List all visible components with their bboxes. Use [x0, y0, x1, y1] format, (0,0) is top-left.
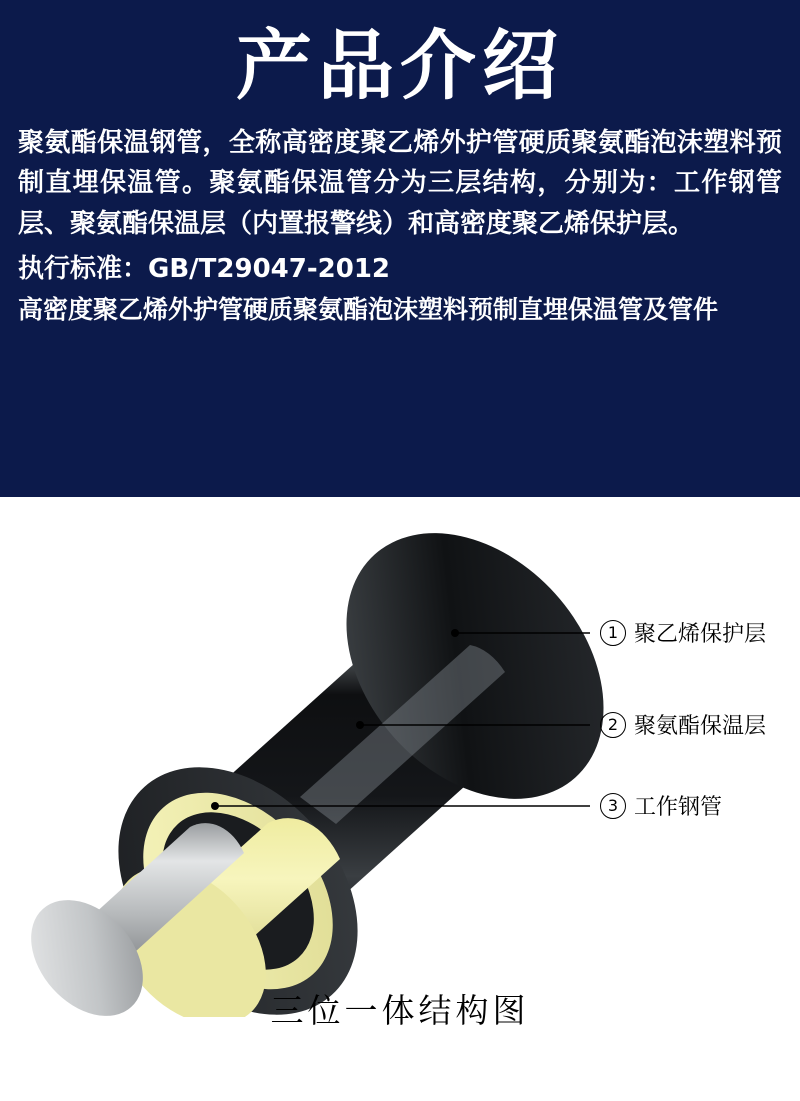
standard-description: 高密度聚乙烯外护管硬质聚氨酯泡沫塑料预制直埋保温管及管件	[18, 295, 719, 325]
callout-foam	[600, 709, 766, 740]
callout-label-2: 聚氨酯保温层	[634, 714, 767, 739]
callout-number-3: 3	[600, 793, 626, 819]
figure-caption: 三位一体结构图	[270, 991, 530, 1030]
intro-paragraph: 聚氨酯保温钢管，全称高密度聚乙烯外护管硬质聚氨酯泡沫塑料预制直埋保温管。聚氨酯保温管分为三层结构，分别为：工作钢管层、聚氨酯保温层（内置报警线）和高密度聚乙烯保护层。	[18, 128, 782, 239]
pipe-cutaway-illustration	[0, 497, 800, 1017]
callout-number-2: 2	[600, 712, 626, 738]
structure-figure	[0, 497, 800, 1101]
callout-number-1: 1	[600, 620, 626, 646]
standard-label: 执行标准：GB/T29047-2012	[18, 254, 390, 285]
callout-label-1: 聚乙烯保护层	[634, 622, 767, 647]
page-title: 产品介绍	[236, 21, 564, 110]
callout-steel	[600, 790, 722, 821]
callout-label-3: 工作钢管	[634, 795, 723, 820]
intro-panel	[0, 0, 800, 497]
callout-hdpe	[600, 617, 766, 648]
